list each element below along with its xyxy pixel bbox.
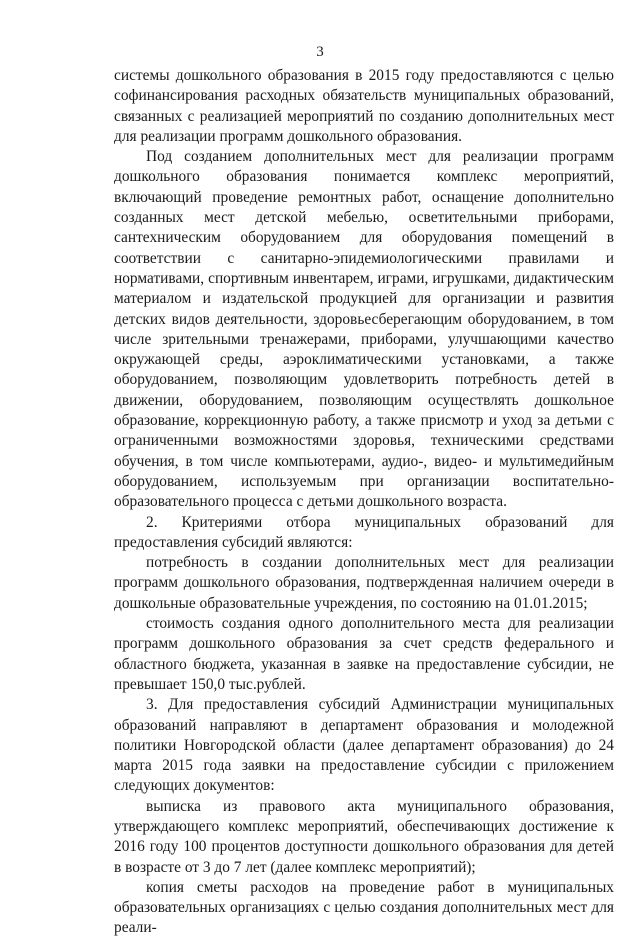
paragraph-definition: Под созданием дополнительных мест для реализации программ дошкольного образования понимается комплекс мероприятий, включающий проведение ремонтных работ, оснащение дополнительно созданных мест детской мебелью, осветительными приборами, сантехническим оборудованием для оборудования помещений в соответствии с санитарно-эпидемиологическими правилами и нормативами, спортивным инвентарем, играми, игрушками, дидактическим материалом и издательской продукцией для организации и развития детских видов деятельности, здоровьесберегающим оборудованием, в том числе зрительными тренажерами, приборами, улучшающими качество окружающей среды, аэроклиматическими установками, а также оборудованием, позволяющим удовлетворить потребность детей в движении, оборудованием, позволяющим осуществлять дошкольное образование, коррекционную работу, а также присмотр и уход за детьми с ограниченными возможностями здоровья, техническими средствами обучения, в том числе компьютерами, аудио-, видео- и мультимедийным оборудованием, используемым при организации воспитательно-образовательного процесса с детьми дошкольного возраста. (114, 148, 614, 511)
document-body (114, 66, 614, 939)
paragraph-application: 3. Для предоставления субсидий Администрации муниципальных образований направляют в департамент образования и молодежной политики Новгородской области (далее департамент образования) до 24 марта 2015 года заявки на предоставление субсидии с приложением следующих документов: (114, 696, 614, 795)
paragraph-criterion-cost: стоимость создания одного дополнительного места для реализации программ дошкольного образования за счет средств федерального и областного бюджета, указанная в заявке на предоставление субсидии, не превышает 150,0 тыс.рублей. (114, 615, 614, 693)
paragraph-continuation: системы дошкольного образования в 2015 году предоставляются с целью софинансирования расходных обязательств муниципальных образований, связанных с реализацией мероприятий по созданию дополнительных мест для реализации программ дошкольного образования. (114, 67, 614, 145)
page-number: 3 (316, 44, 324, 60)
paragraph-document-extract: выписка из правового акта муниципального образования, утверждающего комплекс мероприятий, обеспечивающих достижение к 2016 году 100 процентов доступности дошкольного образования для детей в возрасте от 3 до 7 лет (далее комплекс мероприятий); (114, 797, 614, 876)
paragraph-criteria-heading: 2. Критериями отбора муниципальных образований для предоставления субсидий являются: (114, 513, 614, 551)
paragraph-document-estimate: копия сметы расходов на проведение работ в муниципальных образовательных организациях с целью создания дополнительных мест для реали- (114, 878, 614, 937)
paragraph-criterion-need: потребность в создании дополнительных мест для реализации программ дошкольного образования, подтвержденная наличием очереди в дошкольные образовательные учреждения, по состоянию на 01.01.2015; (114, 554, 614, 612)
